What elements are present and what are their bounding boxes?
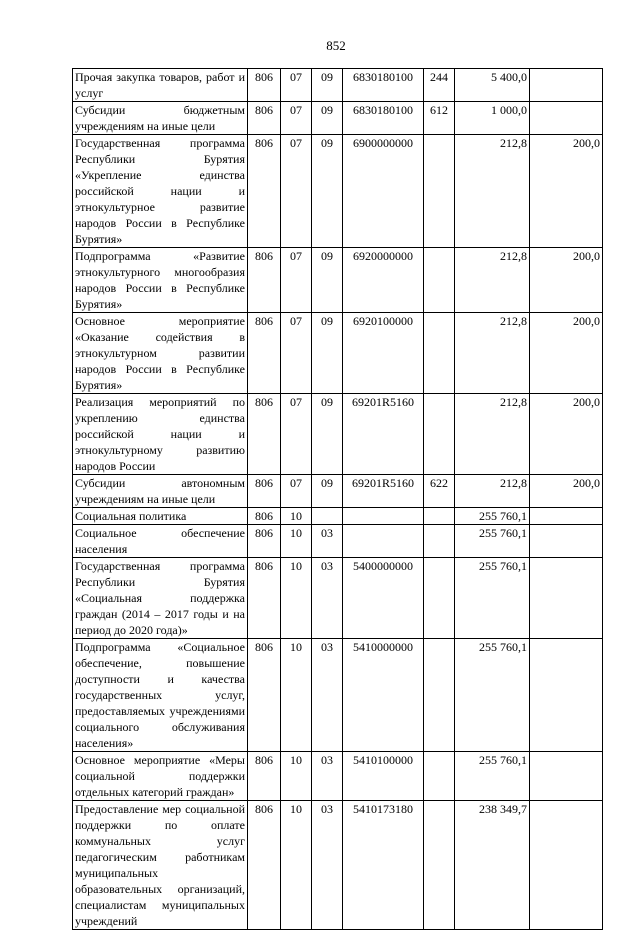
cell-subsection-code: 09 <box>312 475 343 508</box>
cell-name: Подпрограмма «Социальное обеспечение, повышение доступности и качества государственных услуг, предоставляемых учреждениями социального обслуживания населения» <box>73 639 248 752</box>
cell-subsection-code <box>312 508 343 525</box>
cell-name: Государственная программа Республики Бурятия «Социальная поддержка граждан (2014 – 2017 годы и на период до 2020 года)» <box>73 558 248 639</box>
cell-target-article: 6900000000 <box>343 135 424 248</box>
cell-target-article: 6920000000 <box>343 248 424 313</box>
cell-section-code: 07 <box>281 313 312 394</box>
cell-amount-2: 200,0 <box>530 394 603 475</box>
cell-subsection-code: 09 <box>312 102 343 135</box>
table-row <box>73 639 603 752</box>
cell-amount-2: 200,0 <box>530 313 603 394</box>
cell-target-article: 5410100000 <box>343 752 424 801</box>
cell-subsection-code: 03 <box>312 752 343 801</box>
cell-name: Социальная политика <box>73 508 248 525</box>
table-row <box>73 313 603 394</box>
cell-name: Основное мероприятие «Оказание содействия в этнокультурном развитии народов России в Республике Бурятия» <box>73 313 248 394</box>
cell-target-article: 5400000000 <box>343 558 424 639</box>
cell-section-code: 10 <box>281 639 312 752</box>
cell-expense-type <box>424 525 455 558</box>
table-row <box>73 135 603 248</box>
table-row <box>73 558 603 639</box>
cell-section-code: 07 <box>281 135 312 248</box>
cell-target-article: 69201R5160 <box>343 475 424 508</box>
table-row <box>73 69 603 102</box>
cell-expense-type <box>424 135 455 248</box>
cell-target-article: 6830180100 <box>343 102 424 135</box>
cell-amount-2 <box>530 639 603 752</box>
cell-name: Государственная программа Республики Бурятия «Укрепление единства российской нации и этнокультурное развитие народов России в Республике Бурятия» <box>73 135 248 248</box>
cell-amount-2 <box>530 801 603 930</box>
cell-ministry-code: 806 <box>248 135 281 248</box>
cell-subsection-code: 09 <box>312 313 343 394</box>
cell-expense-type <box>424 248 455 313</box>
cell-expense-type <box>424 313 455 394</box>
cell-expense-type <box>424 639 455 752</box>
cell-target-article: 69201R5160 <box>343 394 424 475</box>
cell-amount-2 <box>530 558 603 639</box>
cell-ministry-code: 806 <box>248 313 281 394</box>
cell-amount-1: 212,8 <box>455 135 530 248</box>
cell-ministry-code: 806 <box>248 102 281 135</box>
cell-section-code: 10 <box>281 525 312 558</box>
cell-ministry-code: 806 <box>248 475 281 508</box>
cell-section-code: 10 <box>281 752 312 801</box>
cell-section-code: 10 <box>281 558 312 639</box>
cell-expense-type: 622 <box>424 475 455 508</box>
cell-section-code: 07 <box>281 102 312 135</box>
cell-expense-type <box>424 508 455 525</box>
cell-subsection-code: 09 <box>312 69 343 102</box>
cell-amount-1: 255 760,1 <box>455 639 530 752</box>
cell-target-article: 6830180100 <box>343 69 424 102</box>
cell-amount-1: 255 760,1 <box>455 525 530 558</box>
cell-amount-2 <box>530 69 603 102</box>
cell-section-code: 10 <box>281 801 312 930</box>
cell-amount-1: 212,8 <box>455 313 530 394</box>
table-row <box>73 248 603 313</box>
cell-name: Предоставление мер социальной поддержки по оплате коммунальных услуг педагогическим работникам муниципальных образовательных организаций, специалистам муниципальных учреждений <box>73 801 248 930</box>
cell-amount-2 <box>530 508 603 525</box>
cell-target-article: 6920100000 <box>343 313 424 394</box>
cell-amount-1: 255 760,1 <box>455 558 530 639</box>
cell-ministry-code: 806 <box>248 69 281 102</box>
cell-target-article: 5410000000 <box>343 639 424 752</box>
cell-ministry-code: 806 <box>248 801 281 930</box>
table-row <box>73 525 603 558</box>
table-row <box>73 394 603 475</box>
cell-subsection-code: 09 <box>312 248 343 313</box>
table-row <box>73 508 603 525</box>
page-number: 852 <box>326 38 346 53</box>
table-row <box>73 102 603 135</box>
cell-amount-1: 212,8 <box>455 248 530 313</box>
cell-name: Реализация мероприятий по укреплению единства российской нации и этнокультурному развитию народов России <box>73 394 248 475</box>
budget-table <box>72 68 603 930</box>
cell-amount-2: 200,0 <box>530 475 603 508</box>
cell-ministry-code: 806 <box>248 394 281 475</box>
cell-section-code: 10 <box>281 508 312 525</box>
cell-expense-type: 244 <box>424 69 455 102</box>
cell-target-article: 5410173180 <box>343 801 424 930</box>
cell-subsection-code: 03 <box>312 525 343 558</box>
cell-expense-type: 612 <box>424 102 455 135</box>
cell-ministry-code: 806 <box>248 639 281 752</box>
budget-table-body <box>73 69 603 930</box>
cell-amount-1: 212,8 <box>455 475 530 508</box>
table-row <box>73 752 603 801</box>
cell-amount-2: 200,0 <box>530 248 603 313</box>
cell-section-code: 07 <box>281 69 312 102</box>
cell-amount-1: 255 760,1 <box>455 508 530 525</box>
cell-name: Прочая закупка товаров, работ и услуг <box>73 69 248 102</box>
cell-expense-type <box>424 801 455 930</box>
cell-amount-1: 1 000,0 <box>455 102 530 135</box>
cell-expense-type <box>424 558 455 639</box>
cell-ministry-code: 806 <box>248 558 281 639</box>
cell-section-code: 07 <box>281 475 312 508</box>
cell-expense-type <box>424 394 455 475</box>
cell-subsection-code: 09 <box>312 394 343 475</box>
cell-subsection-code: 09 <box>312 135 343 248</box>
cell-name: Социальное обеспечение населения <box>73 525 248 558</box>
cell-amount-2 <box>530 752 603 801</box>
cell-section-code: 07 <box>281 248 312 313</box>
cell-target-article <box>343 508 424 525</box>
table-row <box>73 475 603 508</box>
cell-amount-2 <box>530 102 603 135</box>
cell-amount-1: 212,8 <box>455 394 530 475</box>
cell-amount-1: 5 400,0 <box>455 69 530 102</box>
cell-amount-2: 200,0 <box>530 135 603 248</box>
cell-subsection-code: 03 <box>312 801 343 930</box>
cell-name: Подпрограмма «Развитие этнокультурного многообразия народов России в Республике Бурятия» <box>73 248 248 313</box>
cell-expense-type <box>424 752 455 801</box>
cell-subsection-code: 03 <box>312 558 343 639</box>
cell-ministry-code: 806 <box>248 525 281 558</box>
cell-ministry-code: 806 <box>248 248 281 313</box>
cell-name: Основное мероприятие «Меры социальной поддержки отдельных категорий граждан» <box>73 752 248 801</box>
cell-amount-1: 238 349,7 <box>455 801 530 930</box>
table-row <box>73 801 603 930</box>
cell-target-article <box>343 525 424 558</box>
cell-section-code: 07 <box>281 394 312 475</box>
cell-ministry-code: 806 <box>248 752 281 801</box>
cell-amount-1: 255 760,1 <box>455 752 530 801</box>
cell-name: Субсидии бюджетным учреждениям на иные цели <box>73 102 248 135</box>
cell-amount-2 <box>530 525 603 558</box>
cell-name: Субсидии автономным учреждениям на иные цели <box>73 475 248 508</box>
cell-ministry-code: 806 <box>248 508 281 525</box>
cell-subsection-code: 03 <box>312 639 343 752</box>
